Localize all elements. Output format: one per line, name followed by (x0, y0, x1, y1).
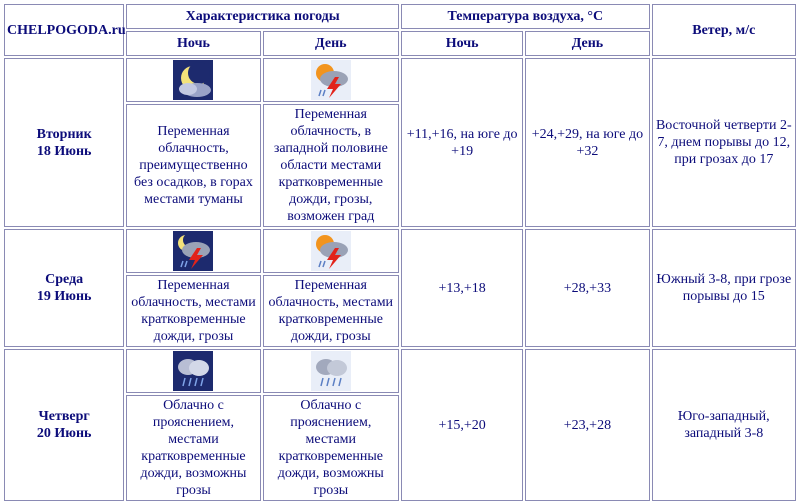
weekday: Вторник (36, 126, 92, 142)
day-description: Облачно с прояснением, местами кратковременные дожди, возможны грозы (263, 395, 399, 501)
cloud-rain-icon (173, 351, 213, 391)
night-description: Переменная облачность, преимущественно без осадков, в горах местами туманы (126, 104, 260, 227)
forecast-table (2, 2, 798, 503)
weekday: Четверг (38, 409, 90, 424)
weather-day-header: День (263, 31, 399, 56)
temp-day: +24,+29, на юге до +32 (525, 58, 649, 227)
night-icon-cell (126, 229, 260, 273)
day-label (4, 349, 124, 501)
wind-header: Ветер, м/с (652, 4, 796, 56)
weather-night-header: Ночь (126, 31, 260, 56)
thunderstorm-sun-icon (311, 60, 351, 100)
day-icon-cell (263, 229, 399, 273)
day-icon-cell (263, 58, 399, 102)
moon-partly-cloudy-icon (173, 60, 213, 100)
cloud-rain-icon (311, 351, 351, 391)
wind: Южный 3-8, при грозе порывы до 15 (652, 229, 796, 347)
night-icon-cell (126, 349, 260, 393)
thunderstorm-moon-icon (173, 231, 213, 271)
date: 19 Июнь (36, 289, 92, 304)
site-brand: CHELPOGODA.ru (4, 4, 124, 56)
temp-day-header: День (525, 31, 649, 56)
day-icon-cell (263, 349, 399, 393)
temp-day: +23,+28 (525, 349, 649, 501)
day-description: Переменная облачность, в западной половине области местами кратковременные дожди, грозы, возможен град (263, 104, 399, 227)
weekday: Среда (45, 272, 84, 287)
night-icon-cell (126, 58, 260, 102)
temp-night: +15,+20 (401, 349, 523, 501)
temp-night: +11,+16, на юге до +19 (401, 58, 523, 227)
thunderstorm-sun-icon (311, 231, 351, 271)
day-label (4, 58, 124, 227)
night-description: Облачно с прояснением, местами кратковременные дожди, возможны грозы (126, 395, 260, 501)
temp-day: +28,+33 (525, 229, 649, 347)
day-label (4, 229, 124, 347)
date: 18 Июнь (36, 143, 92, 159)
date: 20 Июнь (36, 426, 92, 441)
temp-night-header: Ночь (401, 31, 523, 56)
weather-header: Характеристика погоды (126, 4, 399, 29)
temperature-header: Температура воздуха, °C (401, 4, 650, 29)
day-description: Переменная облачность, местами кратковременные дожди, грозы (263, 275, 399, 347)
temp-night: +13,+18 (401, 229, 523, 347)
wind: Восточной четверти 2-7, днем порывы до 12, при грозах до 17 (652, 58, 796, 227)
wind: Юго-западный, западный 3-8 (652, 349, 796, 501)
night-description: Переменная облачность, местами кратковременные дожди, грозы (126, 275, 260, 347)
